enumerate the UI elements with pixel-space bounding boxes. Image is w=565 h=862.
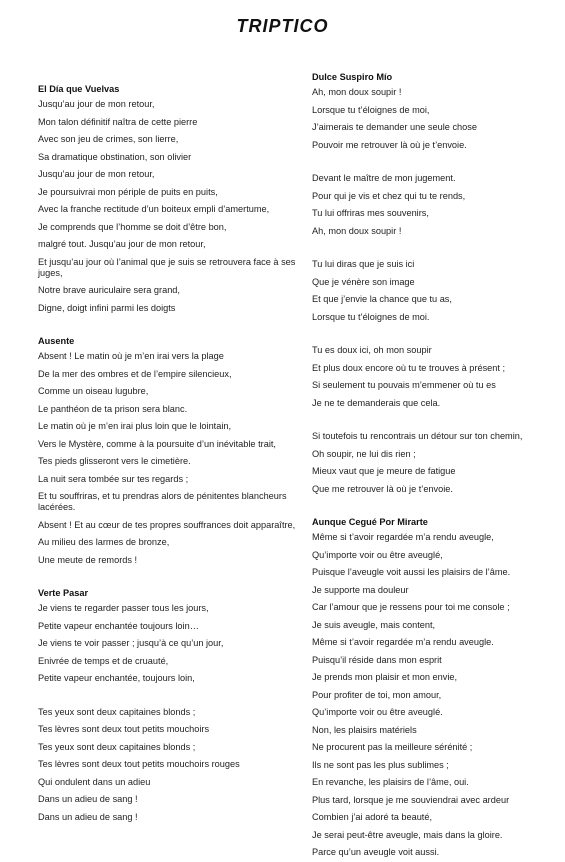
poem-line: Vers le Mystère, comme à la poursuite d’un inévitable trait,	[38, 438, 276, 449]
poem-line: Mieux vaut que je meure de fatigue	[312, 466, 456, 476]
poem-spacer	[38, 569, 303, 587]
poem-title: Dulce Suspiro Mío	[312, 72, 393, 82]
poem-line: Et que j’envie la chance que tu as,	[312, 294, 452, 304]
poem-line: La nuit sera tombée sur tes regards ;	[38, 473, 189, 484]
poem-line: Qu’importe voir ou être aveuglé.	[312, 707, 443, 717]
poem-title: Verte Pasar	[38, 588, 89, 598]
poem-line: Si seulement tu pouvais m’emmener où tu es	[312, 380, 496, 390]
poem-line: Tu es doux ici, oh mon soupir	[312, 345, 432, 355]
poem-line: Petite vapeur enchantée, toujours loin,	[38, 673, 195, 683]
poem-line: Plus tard, lorsque je me souviendrai avec ardeur	[312, 794, 510, 805]
poem-line: Et plus doux encore où tu te trouves à présent ;	[312, 362, 506, 373]
poem-line: Petite vapeur enchantée toujours loin…	[38, 620, 199, 631]
poem-line: De la mer des ombres et de l’empire silencieux,	[38, 368, 232, 379]
poem-line: Tes yeux sont deux capitaines blonds ;	[38, 706, 196, 717]
poem-line: En revanche, les plaisirs de l’âme, oui.	[312, 777, 469, 787]
poem-line: Et jusqu’au jour où l’animal que je suis se retrouvera face à ses juges,	[38, 256, 296, 278]
poem-spacer	[38, 317, 303, 335]
left-column	[38, 83, 303, 826]
stanza-spacer	[312, 154, 552, 170]
poem-line: Ils ne sont pas les plus sublimes ;	[312, 759, 449, 770]
poem-line: Je viens te regarder passer tous les jours,	[38, 603, 209, 613]
poem	[38, 335, 303, 569]
stanza-spacer	[312, 412, 552, 428]
poem-line: Notre brave auriculaire sera grand,	[38, 285, 180, 295]
poem-line: Sa dramatique obstination, son olivier	[38, 151, 192, 162]
poem-line: Avec son jeu de crimes, son lierre,	[38, 134, 179, 144]
poem-spacer	[312, 498, 552, 516]
poem-title: El Día que Vuelvas	[38, 84, 120, 94]
poem-line: Parce qu’un aveugle voit aussi.	[312, 847, 440, 857]
poem-line: Le matin où je m’en irai plus loin que le lointain,	[38, 421, 232, 431]
poem-line: Dans un adieu de sang !	[38, 811, 138, 822]
poem-line: Lorsque tu t’éloignes de moi.	[312, 311, 430, 322]
poem-line: Je serai peut-être aveugle, mais dans la gloire.	[312, 829, 503, 840]
stanza-spacer	[312, 240, 552, 256]
poem-line: Digne, doigt infini parmi les doigts	[38, 302, 176, 313]
poem-line: Je poursuivrai mon périple de puits en puits,	[38, 186, 218, 197]
poem-line: Dans un adieu de sang !	[38, 794, 138, 804]
poem-line: Tes lèvres sont deux tout petits mouchoirs rouges	[38, 759, 240, 769]
poem-line: Ne procurent pas la meilleure sérénité ;	[312, 742, 473, 752]
poem-line: Je suis aveugle, mais content,	[312, 619, 436, 630]
poem-line: Oh soupir, ne lui dis rien ;	[312, 448, 416, 459]
right-column	[312, 71, 552, 862]
poem-line: Que je vénère son image	[312, 276, 415, 287]
poem-line: Lorsque tu t’éloignes de moi,	[312, 104, 430, 115]
poem-line: Pouvoir me retrouver là où je t’envoie.	[312, 139, 467, 150]
poem-line: Je prends mon plaisir et mon envie,	[312, 672, 458, 682]
poem-line: Devant le maître de mon jugement.	[312, 173, 456, 183]
poem-line: Tes yeux sont deux capitaines blonds ;	[38, 741, 196, 752]
poem-line: Jusqu’au jour de mon retour,	[38, 99, 155, 109]
poem-line: Et tu souffriras, et tu prendras alors de pénitentes blancheurs lacérées.	[38, 491, 287, 512]
poem	[312, 71, 552, 498]
poem-line: Ah, mon doux soupir !	[312, 87, 402, 97]
stanza-spacer	[38, 688, 303, 704]
poem-title: Aunque Cegué Por Mirarte	[312, 517, 428, 527]
poem-line: Pour profiter de toi, mon amour,	[312, 689, 442, 700]
poem-line: Qui ondulent dans un adieu	[38, 776, 151, 787]
poem-line: Puisqu’il réside dans mon esprit	[312, 654, 442, 665]
poem-line: Qu’importe voir ou être aveuglé,	[312, 549, 443, 560]
poem-line: Tes pieds glisseront vers le cimetière.	[38, 456, 191, 466]
poem-line: Même si t’avoir regardée m’a rendu aveugle,	[312, 532, 494, 542]
poem-line: Même si t’avoir regardée m’a rendu aveugle.	[312, 637, 494, 647]
poem-line: Tu lui diras que je suis ici	[312, 259, 415, 269]
poem-line: Je comprends que l’homme se doit d’être bon,	[38, 221, 227, 232]
poem-line: Jusqu’au jour de mon retour,	[38, 169, 155, 179]
poem-line: Car l’amour que je ressens pour toi me console ;	[312, 602, 510, 612]
poem	[312, 516, 552, 862]
stanza-spacer	[312, 326, 552, 342]
poem-line: Le panthéon de ta prison sera blanc.	[38, 403, 188, 414]
poem-line: Si toutefois tu rencontrais un détour sur ton chemin,	[312, 431, 523, 441]
poem-line: Je viens te voir passer ; jusqu’à ce qu’un jour,	[38, 638, 224, 648]
poem-line: Tes lèvres sont deux tout petits mouchoirs	[38, 724, 210, 734]
poem-line: Je ne te demanderais que cela.	[312, 397, 441, 408]
poem-line: Ah, mon doux soupir !	[312, 225, 402, 236]
poem-line: Puisque l’aveugle voit aussi les plaisirs de l’âme.	[312, 567, 511, 577]
poem-line: Comme un oiseau lugubre,	[38, 386, 149, 396]
poem-line: malgré tout. Jusqu’au jour de mon retour,	[38, 239, 206, 249]
poem-line: Tu lui offriras mes souvenirs,	[312, 208, 429, 218]
poem-line: Avec la franche rectitude d’un boiteux empli d’amertume,	[38, 204, 270, 214]
poem-line: Au milieu des larmes de bronze,	[38, 537, 170, 547]
poem-line: Pour qui je vis et chez qui tu te rends,	[312, 190, 466, 201]
poem-line: Que me retrouver là où je t’envoie.	[312, 483, 453, 494]
poem-line: Je supporte ma douleur	[312, 584, 409, 595]
poem-line: Enivrée de temps et de cruauté,	[38, 655, 169, 666]
poem-line: Absent ! Et au cœur de tes propres souffrances doit apparaître,	[38, 519, 296, 530]
poem-line: J’aimerais te demander une seule chose	[312, 122, 477, 132]
document-title: TRIPTICO	[236, 16, 329, 36]
poem	[38, 83, 303, 317]
poem-line: Mon talon définitif naîtra de cette pierre	[38, 116, 198, 127]
poem-title: Ausente	[38, 336, 75, 346]
poem-line: Non, les plaisirs matériels	[312, 724, 417, 735]
poem-line: Une meute de remords !	[38, 554, 138, 565]
poem	[38, 587, 303, 826]
poem-line: Absent ! Le matin où je m’en irai vers la plage	[38, 351, 224, 361]
poem-line: Combien j’ai adoré ta beauté,	[312, 812, 433, 822]
